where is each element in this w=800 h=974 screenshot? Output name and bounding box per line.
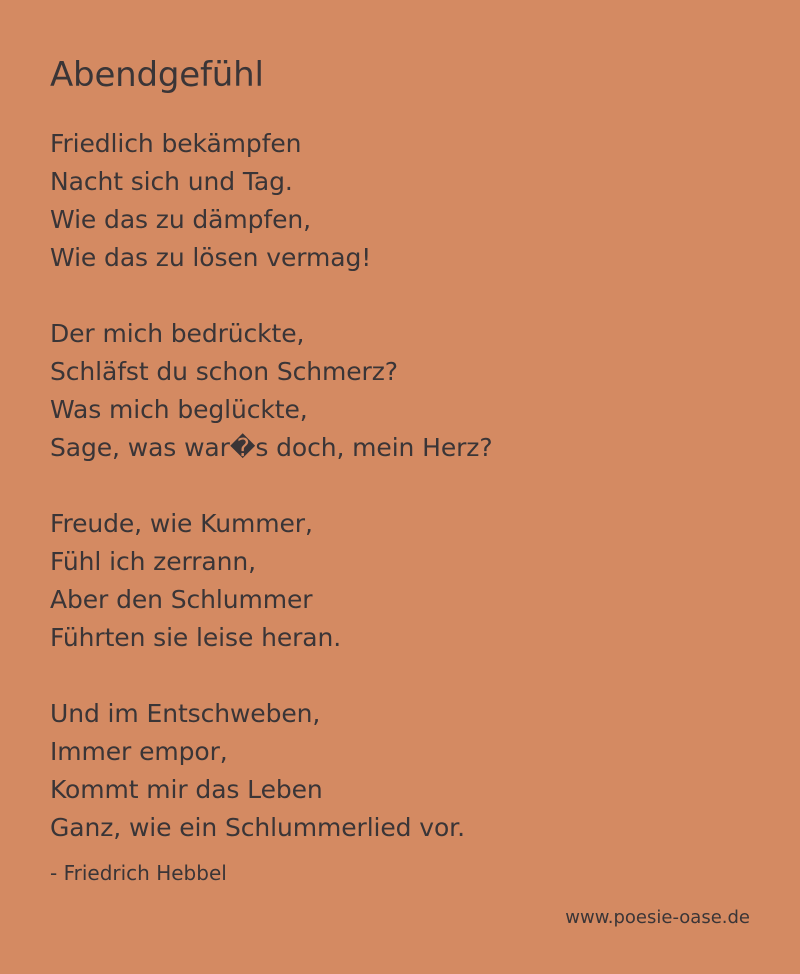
poem-line: Immer empor, bbox=[50, 737, 228, 766]
poem-line: Der mich bedrückte, bbox=[50, 319, 305, 348]
stanza-3 bbox=[50, 505, 750, 657]
poem-line: Friedlich bekämpfen bbox=[50, 129, 302, 158]
poem-line: Freude, wie Kummer, bbox=[50, 509, 313, 538]
poem-line: Und im Entschweben, bbox=[50, 699, 321, 728]
poem-line: Nacht sich und Tag. bbox=[50, 167, 293, 196]
poem-line: Führten sie leise heran. bbox=[50, 623, 342, 652]
stanza-1 bbox=[50, 125, 750, 277]
poem-line: Sage, was war�s doch, mein Herz? bbox=[50, 433, 493, 462]
poem-line: Aber den Schlummer bbox=[50, 585, 313, 614]
poem-title: Abendgefühl bbox=[50, 55, 264, 95]
poem-line: Kommt mir das Leben bbox=[50, 775, 323, 804]
poem-author: - Friedrich Hebbel bbox=[50, 861, 227, 885]
stanza-4 bbox=[50, 695, 750, 847]
website-credit: www.poesie-oase.de bbox=[565, 907, 750, 928]
poem-line: Wie das zu dämpfen, bbox=[50, 205, 312, 234]
poem-body bbox=[50, 125, 750, 885]
poem-line: Wie das zu lösen vermag! bbox=[50, 243, 372, 272]
poem-line: Was mich beglückte, bbox=[50, 395, 308, 424]
poem-line: Fühl ich zerrann, bbox=[50, 547, 256, 576]
stanza-2 bbox=[50, 315, 750, 467]
poem-line: Ganz, wie ein Schlummerlied vor. bbox=[50, 813, 465, 842]
poem-line: Schläfst du schon Schmerz? bbox=[50, 357, 398, 386]
